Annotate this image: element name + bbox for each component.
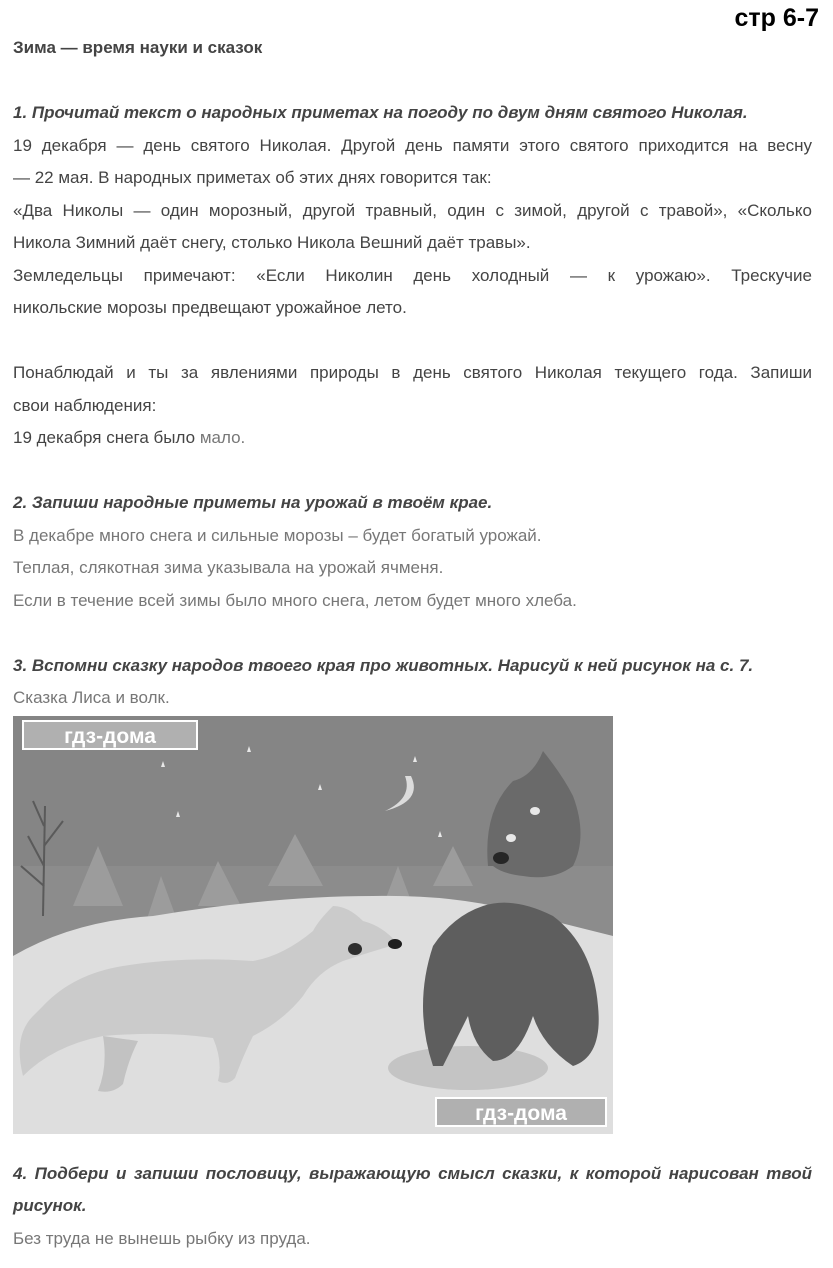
fox-eye xyxy=(348,943,362,955)
task4-question: 4. Подбери и запиши пословицу, выражающую смысл сказки, к которой нарисован твой xyxy=(13,1163,812,1183)
wolf-eye xyxy=(530,807,540,815)
wolf-nose xyxy=(493,852,509,864)
task1-instruction: свои наблюдения: xyxy=(13,395,157,415)
wolf-eye xyxy=(506,834,516,842)
task1-answer-prefix: 19 декабря снега было xyxy=(13,428,196,447)
task1-answer-value: мало. xyxy=(199,428,246,447)
task1-question: 1. Прочитай текст о народных приметах на погоду по двум дням святого Николая. xyxy=(13,103,748,122)
task1-text-line: «Два Николы — один морозный, другой травный, один с зимой, другой с травой», «Сколько xyxy=(13,200,812,220)
task1-text-line: Земледельцы примечают: «Если Николин день холодный — к урожаю». Трескучие xyxy=(13,265,812,285)
fox-nose xyxy=(388,939,402,949)
ice-hole xyxy=(388,1046,548,1090)
task1-text-line: никольские морозы предвещают урожайное лето. xyxy=(13,298,407,317)
task3-question: 3. Вспомни сказку народов твоего края про животных. Нарисуй к ней рисунок на с. 7. xyxy=(13,655,754,675)
drawing-illustration xyxy=(13,716,613,1134)
task1-text-line: 19 декабря — день святого Николая. Другой день памяти этого святого приходится на весну xyxy=(13,135,812,155)
task2-answer: В декабре много снега и сильные морозы – будет богатый урожай. xyxy=(13,525,542,545)
watermark-bottom: гдз-дома xyxy=(435,1097,607,1127)
task1-text-line: — 22 мая. В народных приметах об этих днях говорится так: xyxy=(13,168,492,187)
task4-question: рисунок. xyxy=(13,1196,87,1215)
task4-answer: Без труда не вынешь рыбку из пруда. xyxy=(13,1228,311,1248)
task2-answer: Если в течение всей зимы было много снега, летом будет много хлеба. xyxy=(13,590,577,610)
task1-text-line: Никола Зимний даёт снегу, столько Никола Вешний даёт травы». xyxy=(13,233,531,252)
task1-answer xyxy=(13,422,812,455)
task1-instruction: Понаблюдай и ты за явлениями природы в день святого Николая текущего года. Запиши xyxy=(13,363,812,382)
fairy-tale-drawing xyxy=(13,716,613,1134)
watermark-top: гдз-дома xyxy=(22,720,198,750)
task2-question: 2. Запиши народные приметы на урожай в твоём крае. xyxy=(13,493,493,512)
document-content xyxy=(13,32,812,1255)
task2-answer: Теплая, слякотная зима указывала на урожай ячменя. xyxy=(13,558,444,577)
page-number: стр 6-7 xyxy=(734,4,819,32)
page-title: Зима — время науки и сказок xyxy=(13,38,263,57)
task3-answer: Сказка Лиса и волк. xyxy=(13,688,170,707)
